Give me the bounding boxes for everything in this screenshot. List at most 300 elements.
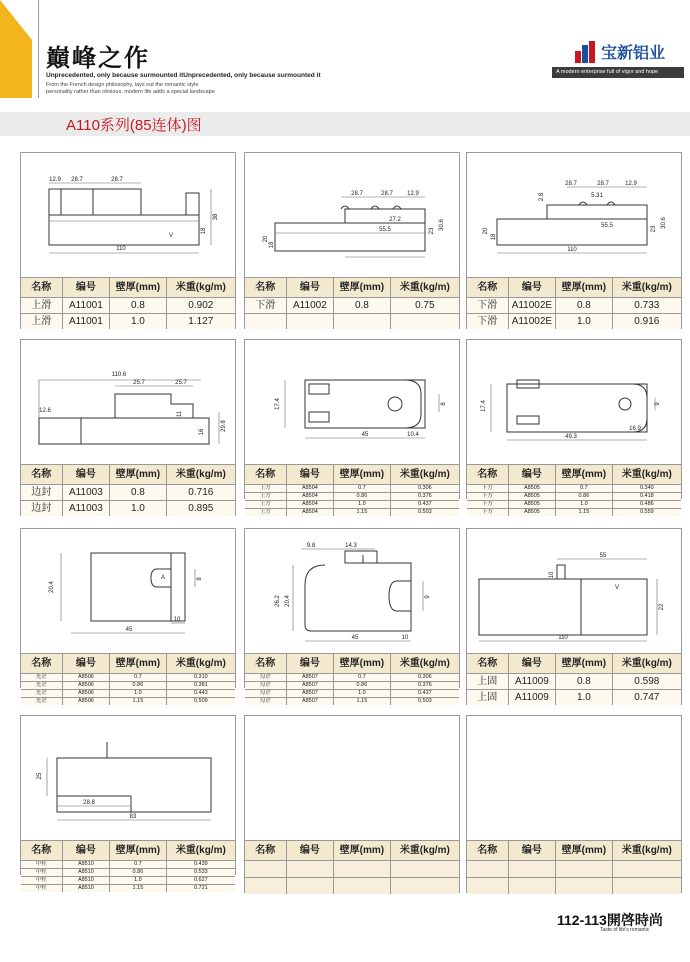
table-header-cell: 编号 bbox=[286, 841, 334, 860]
dimension-label: 12.9 bbox=[625, 181, 637, 187]
dimension-label: 28.7 bbox=[565, 181, 577, 187]
dimension-label: 29.8 bbox=[221, 420, 227, 432]
dimension-label: 18 bbox=[201, 227, 207, 235]
table-header-cell: 名称 bbox=[255, 282, 276, 293]
table-cell: 0.533 bbox=[166, 869, 235, 876]
table-header-cell: 壁厚(mm) bbox=[555, 654, 611, 673]
table-header-row bbox=[467, 653, 681, 673]
dimension-label: 20 bbox=[483, 227, 489, 235]
dimension-label: 20.4 bbox=[49, 581, 55, 593]
dimension-label: 10.4 bbox=[407, 432, 419, 438]
dimension-label: 110 bbox=[558, 635, 568, 641]
page-number-subtitle: Taste of life's romantic bbox=[600, 927, 650, 933]
table-cell: 边封 bbox=[31, 487, 52, 498]
dimension-label: 10 bbox=[401, 635, 409, 641]
table-header-cell: 壁厚(mm) bbox=[555, 278, 611, 297]
table-cell: 1.0 bbox=[109, 690, 165, 697]
table-row bbox=[245, 492, 459, 500]
table-cell: A8506 bbox=[62, 690, 110, 697]
dimension-label: 17.4 bbox=[481, 400, 487, 412]
table-cell bbox=[508, 861, 556, 877]
dimension-label: 25 bbox=[37, 772, 43, 780]
dimension-label: 30.6 bbox=[661, 217, 667, 229]
table-row bbox=[467, 673, 681, 689]
table-cell: 下方 bbox=[481, 485, 493, 491]
brand-name: 宝新铝业 bbox=[601, 43, 666, 62]
table-row bbox=[467, 484, 681, 492]
tagline: Unprecedented, only because surmounted itUnprecedented, only because surmounted it bbox=[46, 72, 321, 79]
table-header-cell: 米重(kg/m) bbox=[390, 465, 459, 484]
table-header-cell: 编号 bbox=[286, 654, 334, 673]
dimension-label: 10 bbox=[173, 617, 181, 623]
profile-drawing bbox=[21, 340, 235, 464]
table-header-cell: 壁厚(mm) bbox=[333, 465, 389, 484]
table-cell: 0.7 bbox=[109, 861, 165, 868]
dimension-label: 18 bbox=[491, 233, 497, 241]
table-cell: 0.503 bbox=[390, 698, 459, 705]
spec-table bbox=[245, 840, 459, 894]
spec-table bbox=[21, 840, 235, 892]
table-cell: A8510 bbox=[62, 885, 110, 892]
dimension-label: 9 bbox=[655, 402, 661, 406]
profile-card bbox=[20, 152, 236, 329]
dimension-label: 14.3 bbox=[345, 543, 357, 549]
table-cell: 0.7 bbox=[109, 674, 165, 681]
table-cell: A8506 bbox=[62, 674, 110, 681]
table-header-cell: 名称 bbox=[477, 845, 498, 856]
table-header-cell: 名称 bbox=[255, 469, 276, 480]
table-cell: 0.306 bbox=[390, 674, 459, 681]
profile-card bbox=[20, 528, 236, 704]
table-cell: 中柱 bbox=[35, 869, 47, 875]
spec-table bbox=[21, 277, 235, 329]
table-header-row bbox=[467, 840, 681, 860]
profile-cross-section bbox=[467, 529, 681, 653]
dimension-label: 16.9 bbox=[629, 426, 641, 432]
profile-card bbox=[466, 715, 682, 893]
dimension-label: 83 bbox=[129, 814, 137, 820]
table-cell: A8504 bbox=[286, 493, 334, 500]
profile-card bbox=[244, 715, 460, 893]
table-row bbox=[245, 484, 459, 492]
dimension-label: 55.5 bbox=[379, 227, 391, 233]
table-cell: 0.902 bbox=[166, 298, 235, 313]
profile-cross-section bbox=[245, 529, 459, 653]
table-row bbox=[467, 689, 681, 705]
table-header-row bbox=[245, 464, 459, 484]
table-row bbox=[467, 508, 681, 516]
dimension-label: 30.6 bbox=[439, 219, 445, 231]
table-header-cell: 编号 bbox=[62, 654, 110, 673]
table-cell: 0.443 bbox=[166, 690, 235, 697]
table-cell: A8507 bbox=[286, 690, 334, 697]
dimension-label: 10 bbox=[549, 571, 555, 579]
spec-table bbox=[467, 277, 681, 329]
table-cell: 下方 bbox=[481, 493, 493, 499]
dimension-label: 45 bbox=[125, 627, 133, 633]
table-cell: 1.0 bbox=[555, 690, 611, 705]
table-cell: 0.86 bbox=[333, 682, 389, 689]
dimension-label: 22 bbox=[659, 603, 665, 611]
table-cell bbox=[245, 861, 286, 877]
dimension-label: 9.8 bbox=[306, 543, 316, 549]
table-row bbox=[467, 860, 681, 877]
table-header-cell: 米重(kg/m) bbox=[612, 654, 681, 673]
dimension-label: 23 bbox=[651, 225, 657, 233]
table-cell: 1.0 bbox=[333, 690, 389, 697]
table-header-cell: 名称 bbox=[255, 845, 276, 856]
dimension-label: 16 bbox=[199, 428, 205, 436]
table-row bbox=[467, 313, 681, 329]
table-cell: A8506 bbox=[62, 698, 110, 705]
table-cell: 边封 bbox=[31, 503, 52, 514]
table-cell: 勾企 bbox=[259, 698, 271, 704]
dimension-label: A bbox=[160, 575, 166, 581]
table-cell: 1.15 bbox=[555, 509, 611, 516]
table-cell: 0.8 bbox=[333, 298, 389, 313]
table-header-cell: 米重(kg/m) bbox=[390, 654, 459, 673]
table-cell: 0.627 bbox=[166, 877, 235, 884]
table-header-cell: 编号 bbox=[508, 841, 556, 860]
dimension-label: 110 bbox=[116, 246, 126, 252]
table-row bbox=[467, 877, 681, 894]
table-cell bbox=[333, 878, 389, 894]
table-cell: 1.0 bbox=[109, 501, 165, 516]
table-cell bbox=[333, 861, 389, 877]
table-cell: 勾企 bbox=[259, 690, 271, 696]
table-header-cell: 米重(kg/m) bbox=[166, 841, 235, 860]
table-header-row bbox=[21, 464, 235, 484]
brand bbox=[573, 40, 665, 63]
dimension-label: 110.6 bbox=[111, 372, 127, 378]
table-row bbox=[467, 500, 681, 508]
table-cell: 上滑 bbox=[31, 300, 52, 311]
table-cell bbox=[390, 861, 459, 877]
table-header-cell: 名称 bbox=[255, 658, 276, 669]
dimension-label: 38 bbox=[213, 213, 219, 221]
table-header-cell: 编号 bbox=[286, 278, 334, 297]
dimension-label: 45 bbox=[361, 432, 369, 438]
table-cell: 上方 bbox=[259, 493, 271, 499]
table-cell bbox=[467, 861, 508, 877]
profile-cross-section bbox=[21, 529, 235, 653]
table-cell: A8510 bbox=[62, 877, 110, 884]
table-row bbox=[21, 697, 235, 705]
table-cell: 中柱 bbox=[35, 885, 47, 891]
table-header-cell: 壁厚(mm) bbox=[333, 278, 389, 297]
profile-cross-section bbox=[245, 716, 459, 840]
table-cell: A11003 bbox=[62, 501, 110, 516]
table-cell: A11002 bbox=[286, 298, 334, 313]
profile-cross-section bbox=[467, 716, 681, 840]
table-header-row bbox=[21, 840, 235, 860]
table-cell: A8506 bbox=[62, 682, 110, 689]
table-cell bbox=[286, 861, 334, 877]
table-cell: 上固 bbox=[477, 676, 498, 687]
brand-logo-icon bbox=[573, 41, 597, 63]
table-cell: A8505 bbox=[508, 485, 556, 492]
table-header-cell: 壁厚(mm) bbox=[109, 278, 165, 297]
table-cell bbox=[286, 878, 334, 894]
table-header-cell: 名称 bbox=[477, 469, 498, 480]
table-cell bbox=[245, 878, 286, 894]
table-cell: A11002E bbox=[508, 314, 556, 329]
table-cell: 0.598 bbox=[612, 674, 681, 689]
table-cell: A8510 bbox=[62, 861, 110, 868]
spec-table bbox=[467, 464, 681, 516]
profile-drawing bbox=[21, 529, 235, 653]
table-cell: 0.509 bbox=[166, 698, 235, 705]
table-row bbox=[21, 673, 235, 681]
dimension-label: 9 bbox=[425, 595, 431, 599]
table-cell: 0.916 bbox=[612, 314, 681, 329]
profile-card bbox=[244, 528, 460, 704]
profile-card bbox=[244, 339, 460, 515]
table-header-cell: 壁厚(mm) bbox=[333, 841, 389, 860]
table-cell: A8507 bbox=[286, 674, 334, 681]
table-header-cell: 编号 bbox=[62, 278, 110, 297]
table-row bbox=[21, 860, 235, 868]
table-row bbox=[21, 484, 235, 500]
page-number: 112-113開啓時尚 bbox=[557, 912, 663, 928]
dimension-label: 26.2 bbox=[275, 595, 281, 607]
dimension-label: V bbox=[614, 585, 620, 591]
table-cell bbox=[245, 314, 286, 329]
profile-drawing bbox=[245, 529, 459, 653]
table-header-cell: 米重(kg/m) bbox=[166, 654, 235, 673]
table-cell: 下滑 bbox=[255, 300, 276, 311]
table-header-cell: 壁厚(mm) bbox=[555, 841, 611, 860]
table-cell: 0.310 bbox=[166, 674, 235, 681]
table-cell: 光企 bbox=[35, 682, 47, 688]
table-cell: 上固 bbox=[477, 692, 498, 703]
dimension-label: 27.2 bbox=[389, 217, 401, 223]
table-cell: 0.306 bbox=[390, 485, 459, 492]
table-cell: 0.486 bbox=[612, 501, 681, 508]
table-cell: 1.15 bbox=[109, 885, 165, 892]
dimension-label: 28.7 bbox=[381, 191, 393, 197]
table-cell: 0.747 bbox=[612, 690, 681, 705]
dimension-label: 17.4 bbox=[275, 398, 281, 410]
profile-cross-section bbox=[21, 340, 235, 464]
table-cell: A11001 bbox=[62, 298, 110, 313]
table-header-cell: 名称 bbox=[477, 658, 498, 669]
table-header-cell: 名称 bbox=[31, 658, 52, 669]
table-header-row bbox=[21, 277, 235, 297]
table-cell: 0.381 bbox=[166, 682, 235, 689]
dimension-label: 8 bbox=[441, 402, 447, 406]
profile-drawing bbox=[245, 153, 459, 277]
dimension-label: 28.7 bbox=[71, 177, 83, 183]
table-header-cell: 米重(kg/m) bbox=[612, 278, 681, 297]
profile-card bbox=[20, 339, 236, 516]
table-cell: A11002E bbox=[508, 298, 556, 313]
table-cell: A8507 bbox=[286, 682, 334, 689]
table-cell: 0.733 bbox=[612, 298, 681, 313]
table-cell: 1.127 bbox=[166, 314, 235, 329]
dimension-label: 12.9 bbox=[407, 191, 419, 197]
table-cell: 1.15 bbox=[333, 698, 389, 705]
table-header-cell: 编号 bbox=[508, 654, 556, 673]
table-cell bbox=[555, 861, 611, 877]
dimension-label: 12.6 bbox=[39, 408, 51, 414]
table-cell: 1.15 bbox=[333, 509, 389, 516]
dimension-label: 110 bbox=[567, 247, 577, 253]
table-cell: 0.86 bbox=[333, 493, 389, 500]
table-cell: 1.0 bbox=[109, 314, 165, 329]
table-cell: 勾企 bbox=[259, 674, 271, 680]
table-cell: A11009 bbox=[508, 674, 556, 689]
table-header-cell: 编号 bbox=[62, 465, 110, 484]
table-cell: 1.0 bbox=[333, 501, 389, 508]
dimension-label: 28.7 bbox=[597, 181, 609, 187]
table-row bbox=[245, 500, 459, 508]
table-cell: 0.86 bbox=[109, 682, 165, 689]
spec-table bbox=[245, 464, 459, 516]
table-cell: 0.559 bbox=[612, 509, 681, 516]
dimension-label: 25.7 bbox=[133, 380, 145, 386]
description-line-2: personality rather than obvious, modern life adds a special landscape bbox=[46, 89, 215, 95]
dimension-label: 2.8 bbox=[539, 192, 545, 202]
table-header-row bbox=[245, 277, 459, 297]
spec-table bbox=[245, 277, 459, 329]
table-cell: 0.7 bbox=[555, 485, 611, 492]
table-header-cell: 米重(kg/m) bbox=[166, 465, 235, 484]
table-header-cell: 名称 bbox=[31, 282, 52, 293]
table-cell: 0.7 bbox=[333, 674, 389, 681]
dimension-label: 18 bbox=[269, 241, 275, 249]
table-header-cell: 米重(kg/m) bbox=[166, 278, 235, 297]
table-cell: A11003 bbox=[62, 485, 110, 500]
table-cell: 0.7 bbox=[333, 485, 389, 492]
table-cell bbox=[612, 878, 681, 894]
spec-table bbox=[245, 653, 459, 705]
table-cell: 0.503 bbox=[390, 509, 459, 516]
table-cell bbox=[390, 878, 459, 894]
table-cell: 中柱 bbox=[35, 861, 47, 867]
table-cell: 勾企 bbox=[259, 682, 271, 688]
table-cell: 0.716 bbox=[166, 485, 235, 500]
table-row bbox=[21, 500, 235, 516]
table-cell: 0.86 bbox=[109, 869, 165, 876]
table-row bbox=[245, 697, 459, 705]
table-cell: A8504 bbox=[286, 509, 334, 516]
table-header-row bbox=[21, 653, 235, 673]
table-header-cell: 壁厚(mm) bbox=[555, 465, 611, 484]
profile-cross-section bbox=[245, 153, 459, 277]
profile-drawing bbox=[467, 716, 681, 840]
table-row bbox=[21, 681, 235, 689]
table-cell: A8504 bbox=[286, 501, 334, 508]
table-header-cell: 米重(kg/m) bbox=[612, 465, 681, 484]
table-cell: 下滑 bbox=[477, 300, 498, 311]
table-cell: 0.376 bbox=[390, 493, 459, 500]
table-header-cell: 壁厚(mm) bbox=[109, 465, 165, 484]
table-cell: 上方 bbox=[259, 509, 271, 515]
table-cell bbox=[286, 314, 334, 329]
table-header-cell: 编号 bbox=[286, 465, 334, 484]
profile-card bbox=[20, 715, 236, 891]
dimension-label: 12.9 bbox=[49, 177, 61, 183]
page-title: 巔峰之作 bbox=[46, 44, 150, 72]
table-row bbox=[21, 297, 235, 313]
table-cell: 1.0 bbox=[109, 877, 165, 884]
table-cell: 光企 bbox=[35, 674, 47, 680]
table-header-cell: 米重(kg/m) bbox=[612, 841, 681, 860]
dimension-label: 49.3 bbox=[565, 434, 577, 440]
table-cell: A8505 bbox=[508, 493, 556, 500]
series-title: A110系列(85连体)图 bbox=[66, 117, 202, 134]
table-cell bbox=[612, 861, 681, 877]
table-header-row bbox=[245, 653, 459, 673]
table-cell: 0.75 bbox=[390, 298, 459, 313]
profile-cross-section bbox=[467, 153, 681, 277]
table-cell: A8510 bbox=[62, 869, 110, 876]
spec-table bbox=[21, 464, 235, 516]
table-header-cell: 编号 bbox=[508, 278, 556, 297]
spec-table bbox=[467, 653, 681, 705]
table-cell bbox=[333, 314, 389, 329]
dimension-label: 28.7 bbox=[111, 177, 123, 183]
table-cell: 中柱 bbox=[35, 877, 47, 883]
table-row bbox=[467, 297, 681, 313]
profile-card bbox=[244, 152, 460, 329]
profile-drawing bbox=[245, 340, 459, 464]
profile-cross-section bbox=[467, 340, 681, 464]
table-cell bbox=[508, 878, 556, 894]
dimension-label: 25.7 bbox=[175, 380, 187, 386]
table-cell: 0.340 bbox=[612, 485, 681, 492]
table-cell: A11009 bbox=[508, 690, 556, 705]
table-header-cell: 名称 bbox=[31, 469, 52, 480]
table-row bbox=[245, 860, 459, 877]
profile-drawing bbox=[467, 340, 681, 464]
table-cell: 0.895 bbox=[166, 501, 235, 516]
table-row bbox=[245, 673, 459, 681]
table-cell bbox=[390, 314, 459, 329]
table-cell: 0.86 bbox=[555, 493, 611, 500]
table-row bbox=[245, 508, 459, 516]
table-row bbox=[21, 876, 235, 884]
table-row bbox=[245, 313, 459, 329]
profile-cross-section bbox=[21, 716, 235, 840]
dimension-label: 23 bbox=[429, 227, 435, 235]
table-cell: 0.8 bbox=[555, 674, 611, 689]
table-header-row bbox=[467, 277, 681, 297]
table-cell: A8504 bbox=[286, 485, 334, 492]
spec-table bbox=[467, 840, 681, 894]
table-row bbox=[467, 492, 681, 500]
table-cell: A8505 bbox=[508, 501, 556, 508]
table-row bbox=[245, 877, 459, 894]
table-cell: 0.437 bbox=[390, 690, 459, 697]
table-cell: 光企 bbox=[35, 690, 47, 696]
profile-drawing bbox=[467, 529, 681, 653]
table-cell: 下滑 bbox=[477, 316, 498, 327]
table-cell: 1.0 bbox=[555, 501, 611, 508]
dimension-label: 8 bbox=[197, 577, 203, 581]
brand-slogan: A modern enterprise full of vigor and hope bbox=[552, 67, 684, 78]
table-cell: A8507 bbox=[286, 698, 334, 705]
table-cell: 1.15 bbox=[109, 698, 165, 705]
profile-drawing bbox=[245, 716, 459, 840]
table-header-cell: 名称 bbox=[31, 845, 52, 856]
table-cell: 0.437 bbox=[390, 501, 459, 508]
table-header-cell: 壁厚(mm) bbox=[109, 654, 165, 673]
description-line-1: From the French design philosophy, lays out the romantic style bbox=[46, 82, 199, 88]
dimension-label: 28.7 bbox=[351, 191, 363, 197]
table-row bbox=[245, 681, 459, 689]
